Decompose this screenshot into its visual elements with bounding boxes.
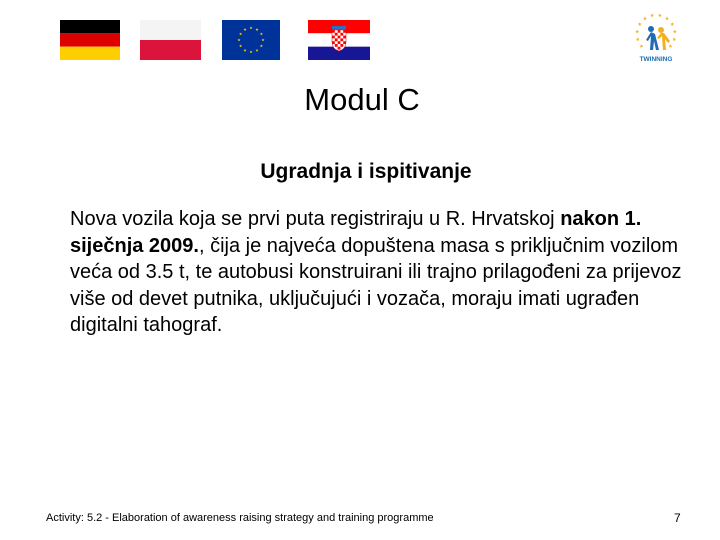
logo-star-icon xyxy=(658,13,662,17)
logo-star-icon xyxy=(638,22,642,26)
page-number: 7 xyxy=(674,511,681,525)
eu-flag-icon xyxy=(222,20,280,60)
footer-activity-text: Activity: 5.2 - Elaboration of awareness raising strategy and training programme xyxy=(46,512,434,524)
twinning-logo-text: TWINNING xyxy=(639,56,673,63)
logo-star-icon xyxy=(650,13,654,17)
logo-star-icon xyxy=(640,44,644,48)
logo-star-icon xyxy=(636,37,640,41)
body-paragraph xyxy=(70,206,690,339)
logo-star-icon xyxy=(635,30,639,34)
logo-star-icon xyxy=(643,17,647,21)
slide-title: Modul C xyxy=(304,82,420,117)
body-text-bold-date: nakon 1. siječnja 2009. xyxy=(70,208,642,257)
logo-star-icon xyxy=(670,22,674,26)
germany-flag-icon xyxy=(60,20,120,60)
twinning-logo-icon xyxy=(628,10,684,64)
logo-star-icon xyxy=(665,17,669,21)
croatia-flag-icon xyxy=(308,20,370,60)
body-text-part1: Nova vozila koja se prvi puta registriraju u R. Hrvatskoj xyxy=(70,208,555,230)
body-text-part2: , čija je najveća dopuštena masa s priključnim vozilom veća od 3.5 t, te autobusi konstruirani ili trajno prilagođeni za prijevoz više od devet putnika, uključujući i vozača, moraju imati ugrađen digitalni tahograf. xyxy=(70,234,682,336)
poland-flag-icon xyxy=(140,20,201,60)
slide-subtitle: Ugradnja i ispitivanje xyxy=(260,160,472,183)
logo-star-icon xyxy=(669,44,673,48)
logo-star-icon xyxy=(673,30,677,34)
twinning-logo xyxy=(628,10,684,64)
logo-star-icon xyxy=(672,37,676,41)
